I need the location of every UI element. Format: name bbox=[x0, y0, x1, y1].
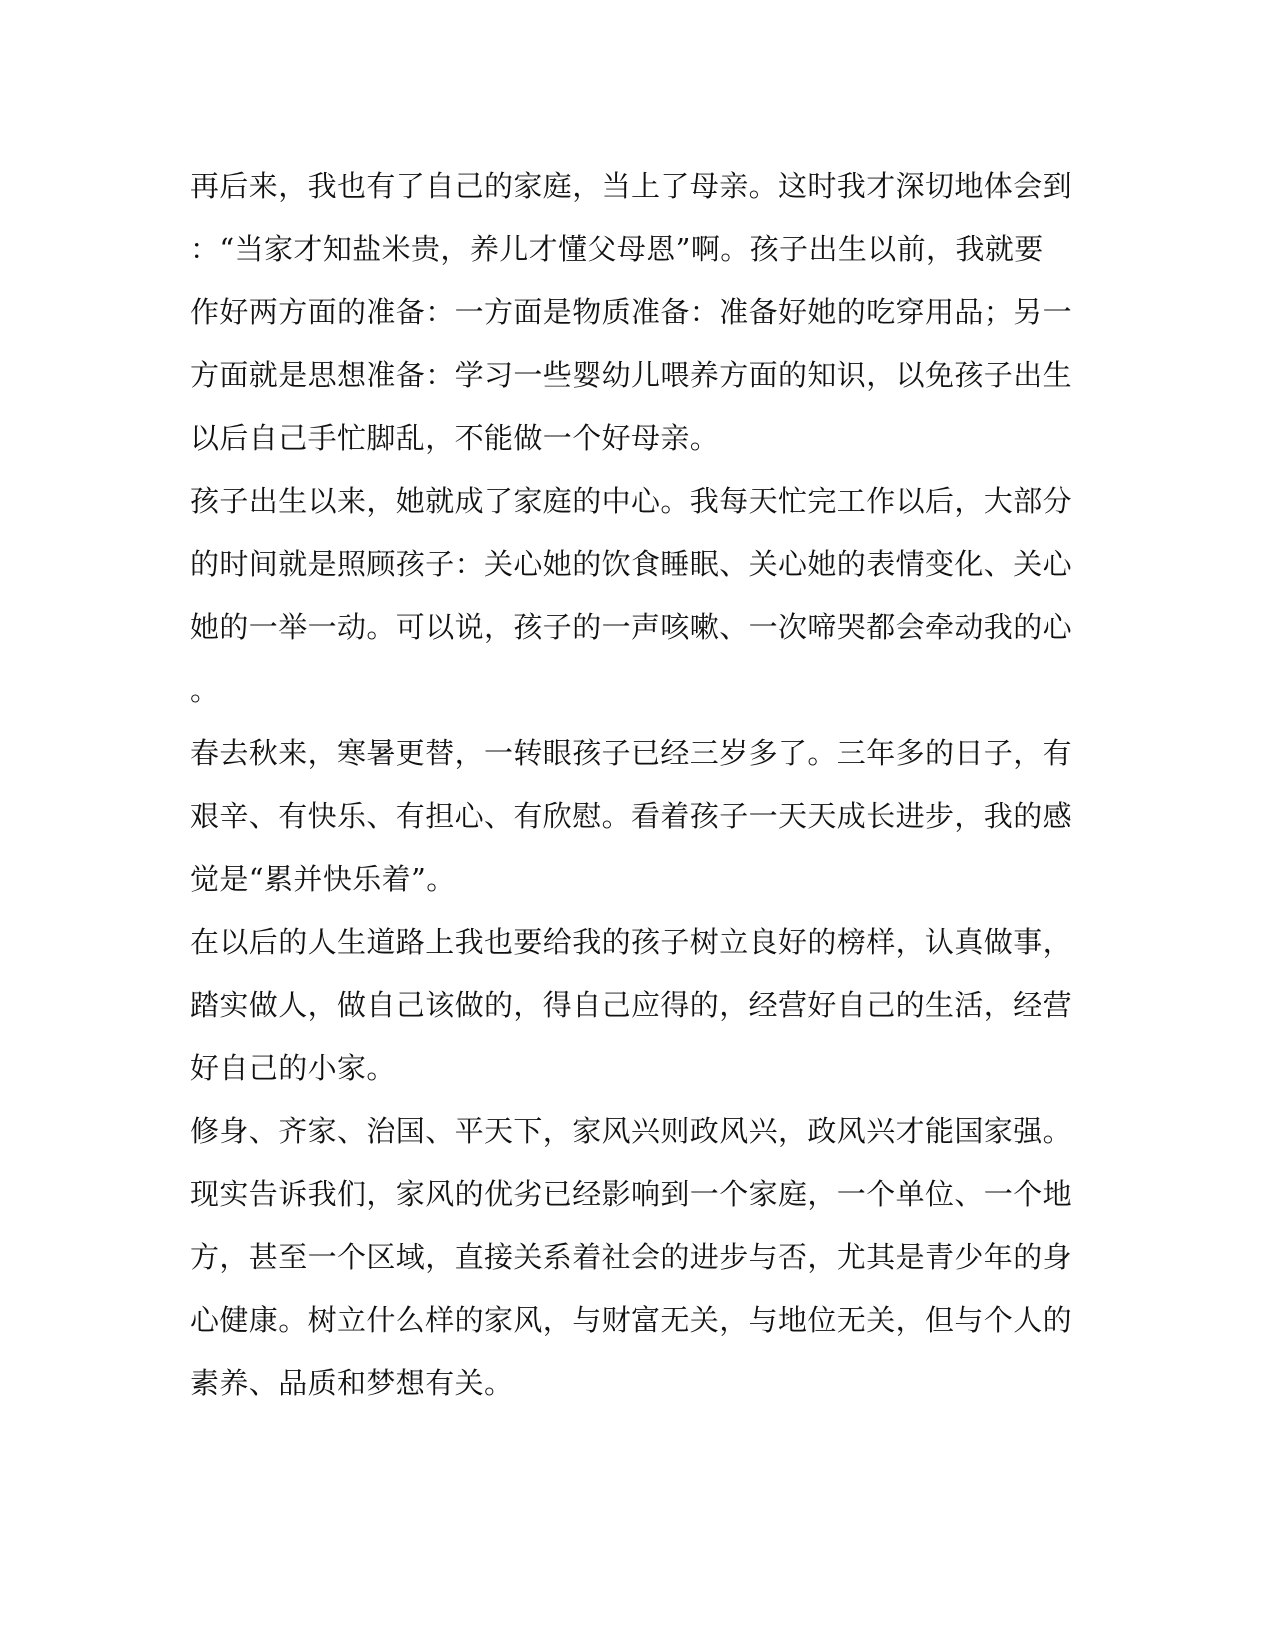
text-line: 艰辛、有快乐、有担心、有欣慰。看着孩子一天天成长进步，我的感 bbox=[190, 799, 1073, 833]
text-line: 现实告诉我们，家风的优劣已经影响到一个家庭，一个单位、一个地 bbox=[190, 1177, 1073, 1211]
text-line: 心健康。树立什么样的家风，与财富无关，与地位无关，但与个人的 bbox=[190, 1303, 1073, 1337]
text-line: 以后自己手忙脚乱，不能做一个好母亲。 bbox=[190, 421, 720, 455]
text-line: 觉是“累并快乐着”。 bbox=[190, 862, 456, 896]
text-line: 再后来，我也有了自己的家庭，当上了母亲。这时我才深切地体会到 bbox=[190, 169, 1073, 203]
text-line: 。 bbox=[190, 673, 220, 707]
text-line: 孩子出生以来，她就成了家庭的中心。我每天忙完工作以后，大部分 bbox=[190, 484, 1073, 518]
text-line: 好自己的小家。 bbox=[190, 1051, 396, 1085]
text-line: 方，甚至一个区域，直接关系着社会的进步与否，尤其是青少年的身 bbox=[190, 1240, 1073, 1274]
text-line: 的时间就是照顾孩子：关心她的饮食睡眠、关心她的表情变化、关心 bbox=[190, 547, 1073, 581]
text-line: 春去秋来，寒暑更替，一转眼孩子已经三岁多了。三年多的日子，有 bbox=[190, 736, 1073, 770]
text-line: ：“当家才知盐米贵，养儿才懂父母恩”啊。孩子出生以前，我就要 bbox=[190, 232, 1044, 266]
text-line: 踏实做人，做自己该做的，得自己应得的，经营好自己的生活，经营 bbox=[190, 988, 1073, 1022]
text-line: 方面就是思想准备：学习一些婴幼儿喂养方面的知识，以免孩子出生 bbox=[190, 358, 1073, 392]
text-line: 修身、齐家、治国、平天下，家风兴则政风兴，政风兴才能国家强。 bbox=[190, 1114, 1073, 1148]
text-line: 她的一举一动。可以说，孩子的一声咳嗽、一次啼哭都会牵动我的心 bbox=[190, 610, 1073, 644]
text-line: 素养、品质和梦想有关。 bbox=[190, 1366, 514, 1400]
text-line: 在以后的人生道路上我也要给我的孩子树立良好的榜样，认真做事， bbox=[190, 925, 1073, 959]
text-line: 作好两方面的准备：一方面是物质准备：准备好她的吃穿用品；另一 bbox=[190, 295, 1073, 329]
